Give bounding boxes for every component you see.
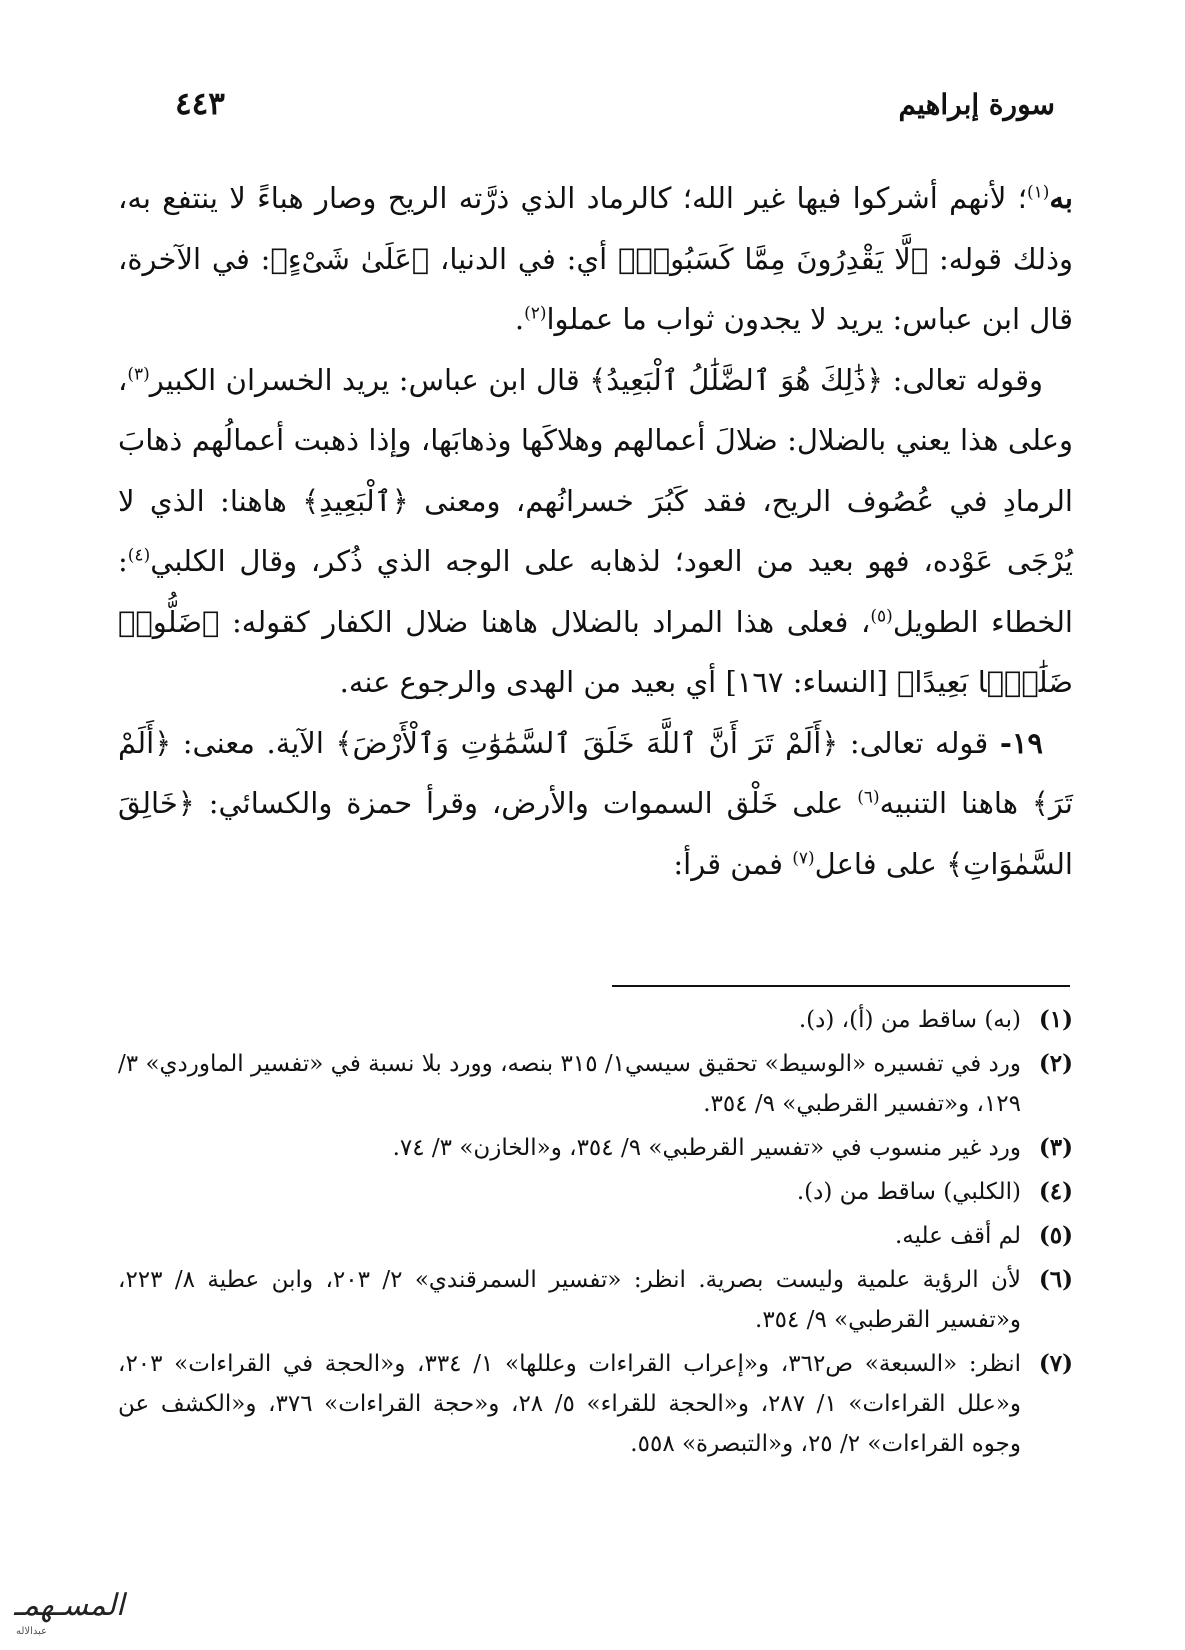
text-run: ، فعلى هذا المراد بالضلال هاهنا ضلال الكفار كقوله: (219, 604, 871, 639)
quran-quote: ﴿ذَٰلِكَ هُوَ ٱلضَّلَٰلُ ٱلْبَعِيدُ﴾ (589, 362, 884, 397)
verse-number: ١٩- (999, 725, 1044, 760)
footnote-ref: (٦) (857, 787, 880, 808)
footnote-text: لم أقف عليه. (894, 1223, 1021, 1249)
footnote-item (118, 1344, 1073, 1464)
logo-subtext: عبدالاله (16, 1626, 48, 1637)
footnote-text: ورد في تفسيره «الوسيط» تحقيق سيسي١/ ٣١٥ بنصه، وورد بلا نسبة في «تفسير الماوردي» ٣/ ١٢٩، و«تفسير القرطبي» ٩/ ٣٥٤. (118, 1051, 1021, 1117)
watermark-logo (6, 1582, 126, 1644)
text-run: فمن قرأ: (673, 846, 793, 881)
quran-quote: ﴿أَلَمْ تَرَ﴾ (118, 725, 1073, 820)
footnote-item (118, 1128, 1073, 1168)
footnote-item (118, 1172, 1073, 1212)
text-run: الآية. معنى: (171, 725, 336, 760)
footnote-text: ورد غير منسوب في «تفسير القرطبي» ٩/ ٣٥٤، و«الخازن» ٣/ ٧٤. (392, 1135, 1021, 1161)
running-title: سورة إبراهيم (898, 88, 1055, 121)
text-run: به (1049, 181, 1073, 215)
text-run: هاهنا التنبيه (879, 786, 1032, 820)
footnote-ref: (٣) (127, 363, 150, 384)
footnote-divider (612, 985, 1070, 987)
text-run: على خَلْق السموات والأرض، وقرأ حمزة والكسائي: (194, 786, 858, 820)
footnote-text: (به) ساقط من (أ)، (د). (798, 1007, 1021, 1033)
quran-quote: ﴿ٱلْبَعِيدِ﴾ (302, 483, 409, 518)
main-text (118, 168, 1073, 894)
footnote-item (118, 1216, 1073, 1256)
quran-quote: ﴿خَالِقَ السَّمٰوَاتِ﴾ (118, 786, 1073, 881)
footnote-number: (٦) (1038, 1266, 1073, 1293)
footnote-number: (٢) (1038, 1050, 1073, 1077)
text-run: هاهنا: الذي لا يُرْجَى عَوْده، فهو بعيد من العود؛ لذهابه على الوجه الذي ذُكر، وقال الكلبي (118, 483, 1073, 578)
footnote-ref: (٢) (524, 303, 547, 324)
quran-quote: ﴿عَلَىٰ شَىْءٍ﴾ (270, 241, 430, 276)
footnote-ref: (٤) (127, 545, 151, 566)
footnote-text: (الكلبي) ساقط من (د). (796, 1179, 1021, 1205)
text-run: ، وعلى هذا يعني بالضلال: ضلالَ أعمالهم وهلاكَها وذهابَها، وإذا ذهبت أعمالُهم ذهابَ الرمادِ في عُصُوف الريح، فقد كَبُرَ خسرانُهم، ومعنى (118, 362, 1073, 518)
quran-quote: ﴿لَّا يَقْدِرُونَ مِمَّا كَسَبُوا۟﴾ (617, 241, 929, 276)
footnote-item (118, 1260, 1073, 1340)
footnote-number: (١) (1038, 1006, 1073, 1033)
footnote-ref: (٥) (870, 605, 893, 626)
footnote-item (118, 1000, 1073, 1040)
paragraph-2 (118, 350, 1073, 713)
footnote-text: انظر: «السبعة» ص٣٦٢، و«إعراب القراءات وعللها» ١/ ٣٣٤، و«الحجة في القراءات» ٢٠٣، و«علل القراءات» ١/ ٢٨٧، و«الحجة للقراء» ٥/ ٢٨، و«حجة القراءات» ٣٧٦، و«الكشف عن وجوه القراءات» ٢/ ٢٥، و«التبصرة» ٥٥٨. (118, 1351, 1022, 1457)
logo-text: المسـهمـ (14, 1588, 125, 1623)
paragraph-1 (118, 168, 1073, 350)
footnote-number: (٧) (1038, 1350, 1073, 1377)
text-run: . (514, 302, 525, 336)
quran-quote: ﴿ضَلُّوا۟ ضَلَٰلًۢا بَعِيدًا﴾ (118, 604, 1073, 699)
paragraph-3 (118, 713, 1073, 895)
text-run: على فاعل (814, 846, 947, 881)
footnote-ref: (١) (1026, 182, 1050, 203)
footnote-item (118, 1044, 1073, 1124)
text-run: وقوله تعالى: (883, 362, 1043, 397)
footnotes (118, 1000, 1073, 1468)
footnote-ref: (٧) (792, 847, 815, 868)
text-run: أي: في الدنيا، (429, 241, 618, 276)
text-run: قوله تعالى: (838, 725, 1000, 760)
text-run: ؛ لأنهم أشركوا فيها غير الله؛ كالرماد الذي ذرَّته الريح وصار هباءً لا ينتفع به، وذلك قوله: (118, 181, 1073, 276)
footnote-number: (٥) (1038, 1222, 1073, 1249)
text-run: : الخطاء الطويل (118, 544, 1073, 639)
footnote-text: لأن الرؤية علمية وليست بصرية. انظر: «تفسير السمرقندي» ٢/ ٢٠٣، وابن عطية ٨/ ٢٢٣، و«تفسير القرطبي» ٩/ ٣٥٤. (118, 1267, 1021, 1333)
text-run: قال ابن عباس: يريد الخسران الكبير (149, 362, 590, 397)
quran-quote: ﴿أَلَمْ تَرَ أَنَّ ٱللَّهَ خَلَقَ ٱلسَّمَٰوَٰتِ وَٱلْأَرْضَ﴾ (335, 725, 839, 760)
footnote-number: (٤) (1038, 1178, 1073, 1205)
text-run: [النساء: ١٦٧] أي بعيد من الهدى والرجوع عنه. (339, 665, 898, 699)
page-number: ٤٤٣ (175, 86, 225, 122)
page-header (175, 82, 1055, 132)
footnote-number: (٣) (1038, 1134, 1073, 1161)
text-run: : في الآخرة، قال ابن عباس: يريد لا يجدون ثواب ما عملوا (118, 241, 1073, 336)
